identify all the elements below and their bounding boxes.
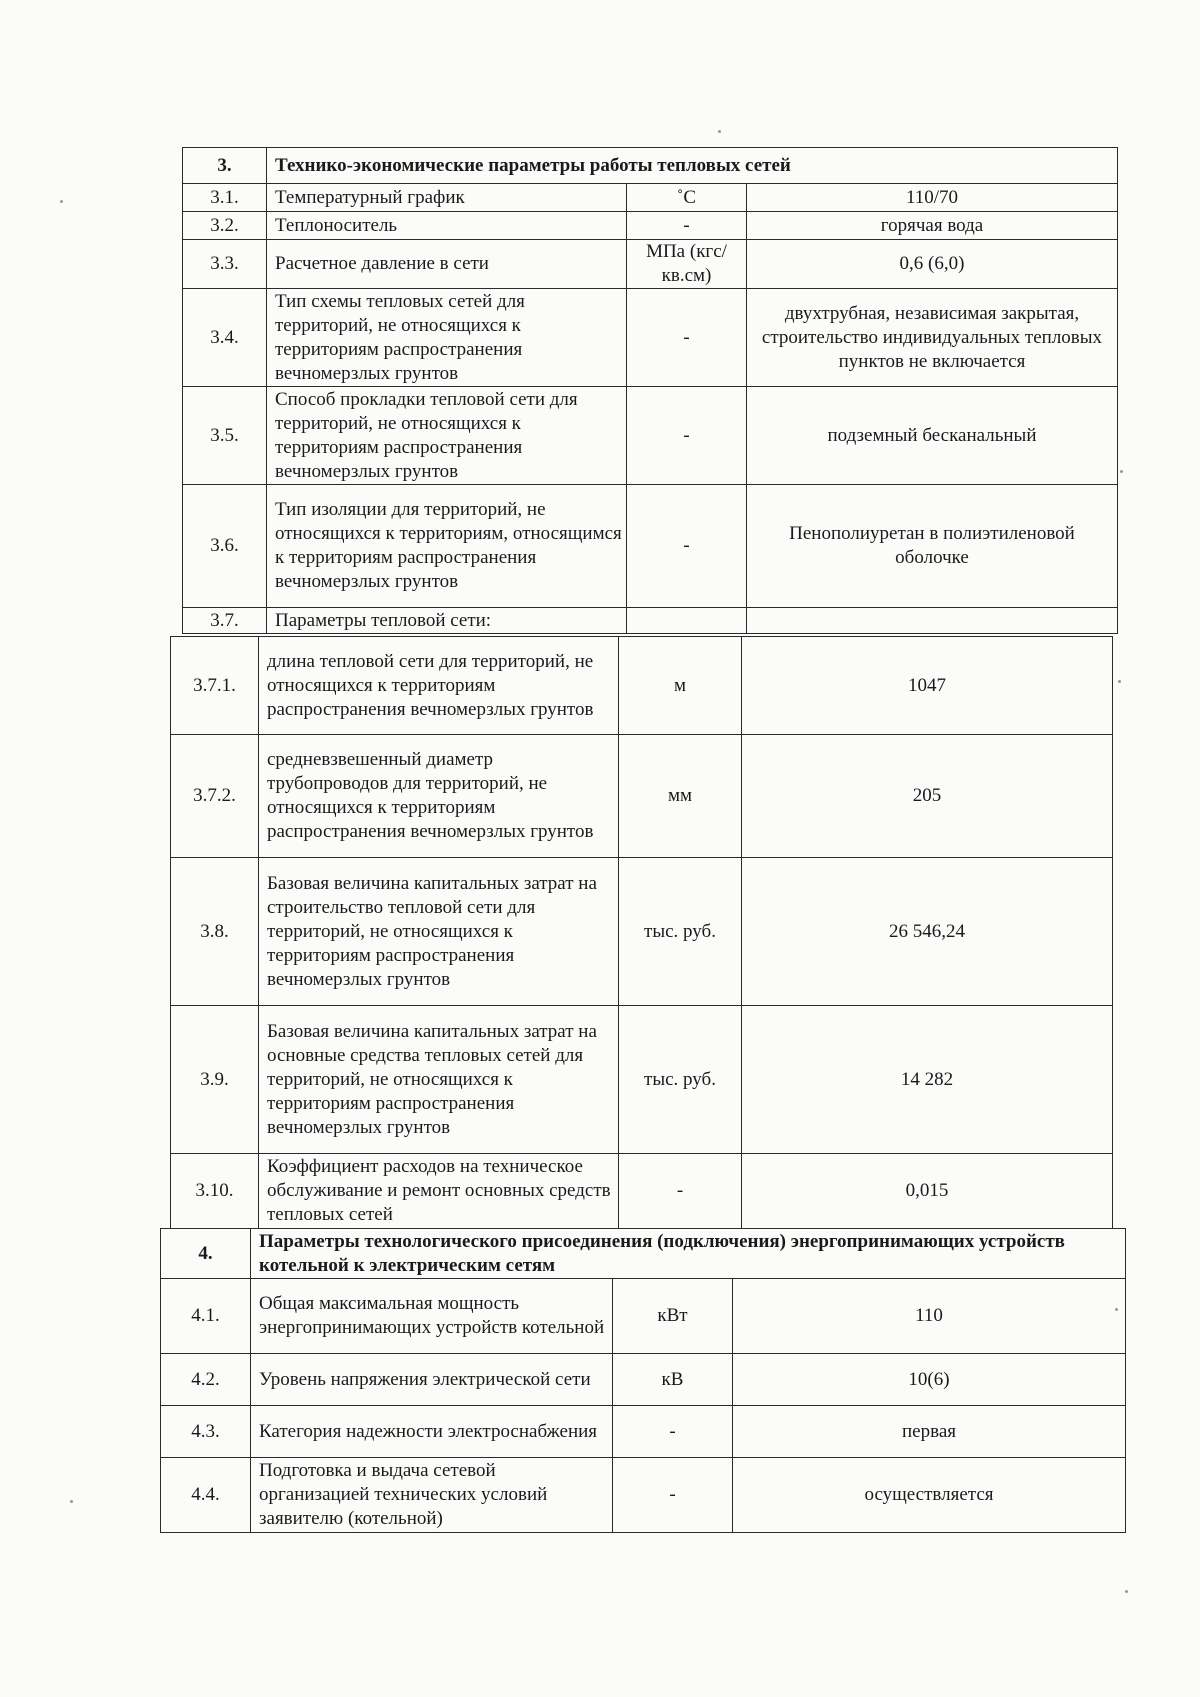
table-row: [183, 387, 1118, 485]
row-unit: ˚С: [627, 184, 747, 212]
section-3-table: [182, 147, 1118, 634]
section-4-header-row: [161, 1229, 1126, 1279]
row-value: 205: [742, 735, 1113, 858]
row-value: 0,015: [742, 1154, 1113, 1229]
row-description: Тип изоляции для территорий, не относящихся к территориям, относящимся к территориям распространения вечномерзлых грунтов: [267, 485, 627, 608]
row-description: Способ прокладки тепловой сети для территорий, не относящихся к территориям распространения вечномерзлых грунтов: [267, 387, 627, 485]
row-value: осуществляется: [733, 1458, 1126, 1533]
table-row: [183, 289, 1118, 387]
row-description: Температурный график: [267, 184, 627, 212]
table-row: [183, 184, 1118, 212]
table-row: [161, 1406, 1126, 1458]
table-row: [183, 240, 1118, 289]
row-value: подземный бесканальный: [747, 387, 1118, 485]
row-unit: тыс. руб.: [619, 1006, 742, 1154]
row-unit: кВ: [613, 1354, 733, 1406]
row-number: 3.1.: [183, 184, 267, 212]
row-number: 4.1.: [161, 1279, 251, 1354]
row-value: первая: [733, 1406, 1126, 1458]
row-value: 110: [733, 1279, 1126, 1354]
row-value: горячая вода: [747, 212, 1118, 240]
row-description: Коэффициент расходов на техническое обслуживание и ремонт основных средств тепловых сетей: [259, 1154, 619, 1229]
row-number: 3.4.: [183, 289, 267, 387]
row-number: 4.4.: [161, 1458, 251, 1533]
table-row: [183, 212, 1118, 240]
row-description: Базовая величина капитальных затрат на основные средства тепловых сетей для территорий, не относящихся к территориям распространения вечномерзлых грунтов: [259, 1006, 619, 1154]
row-description: Подготовка и выдача сетевой организацией технических условий заявителю (котельной): [251, 1458, 613, 1533]
row-value: 1047: [742, 637, 1113, 735]
scan-speck: [60, 200, 63, 203]
row-description: Параметры тепловой сети:: [267, 608, 627, 634]
row-unit: МПа (кгс/кв.см): [627, 240, 747, 289]
row-description: Категория надежности электроснабжения: [251, 1406, 613, 1458]
table-row: [161, 1458, 1126, 1533]
row-number: 3.7.: [183, 608, 267, 634]
row-value: 26 546,24: [742, 858, 1113, 1006]
row-unit: [627, 608, 747, 634]
table-row: [161, 1279, 1126, 1354]
row-unit: -: [627, 387, 747, 485]
row-description: Базовая величина капитальных затрат на строительство тепловой сети для территорий, не относящихся к территориям распространения вечномерзлых грунтов: [259, 858, 619, 1006]
row-value: двухтрубная, независимая закрытая, строительство индивидуальных тепловых пунктов не включается: [747, 289, 1118, 387]
section-3-continued-table: [170, 636, 1113, 1229]
row-number: 3.10.: [171, 1154, 259, 1229]
row-number: 3.8.: [171, 858, 259, 1006]
section-number: 4.: [161, 1229, 251, 1279]
row-description: средневзвешенный диаметр трубопроводов для территорий, не относящихся к территориям распространения вечномерзлых грунтов: [259, 735, 619, 858]
row-number: 3.3.: [183, 240, 267, 289]
scan-speck: [718, 130, 721, 133]
row-unit: мм: [619, 735, 742, 858]
scan-speck: [1118, 680, 1121, 683]
row-description: Тип схемы тепловых сетей для территорий, не относящихся к территориям распространения вечномерзлых грунтов: [267, 289, 627, 387]
table-row: [183, 485, 1118, 608]
table-row: [171, 1006, 1113, 1154]
section-3-header-row: [183, 148, 1118, 184]
row-number: 3.2.: [183, 212, 267, 240]
row-description: Уровень напряжения электрической сети: [251, 1354, 613, 1406]
scan-speck: [1125, 1590, 1128, 1593]
row-number: 4.3.: [161, 1406, 251, 1458]
table-row: [171, 1154, 1113, 1229]
row-value: 110/70: [747, 184, 1118, 212]
row-unit: -: [627, 289, 747, 387]
row-number: 3.7.2.: [171, 735, 259, 858]
scan-speck: [70, 1500, 73, 1503]
scan-speck: [1115, 1308, 1118, 1311]
row-unit: -: [619, 1154, 742, 1229]
row-description: длина тепловой сети для территорий, не относящихся к территориям распространения вечномерзлых грунтов: [259, 637, 619, 735]
row-number: 3.6.: [183, 485, 267, 608]
row-unit: кВт: [613, 1279, 733, 1354]
row-unit: -: [613, 1458, 733, 1533]
row-unit: м: [619, 637, 742, 735]
row-value: 10(6): [733, 1354, 1126, 1406]
table-row: [171, 858, 1113, 1006]
row-value: 14 282: [742, 1006, 1113, 1154]
row-description: Общая максимальная мощность энергопринимающих устройств котельной: [251, 1279, 613, 1354]
row-unit: тыс. руб.: [619, 858, 742, 1006]
table-row: [171, 735, 1113, 858]
section-4-table: [160, 1228, 1126, 1533]
scan-speck: [1120, 470, 1123, 473]
table-row: [161, 1354, 1126, 1406]
row-number: 3.7.1.: [171, 637, 259, 735]
row-number: 4.2.: [161, 1354, 251, 1406]
row-unit: -: [627, 212, 747, 240]
section-title: Параметры технологического присоединения (подключения) энергопринимающих устройств котельной к электрическим сетям: [251, 1229, 1126, 1279]
row-number: 3.9.: [171, 1006, 259, 1154]
row-description: Расчетное давление в сети: [267, 240, 627, 289]
section-title: Технико-экономические параметры работы тепловых сетей: [267, 148, 1118, 184]
row-unit: -: [613, 1406, 733, 1458]
row-unit: -: [627, 485, 747, 608]
row-value: Пенополиуретан в полиэтиленовой оболочке: [747, 485, 1118, 608]
section-number: 3.: [183, 148, 267, 184]
table-row: [171, 637, 1113, 735]
row-number: 3.5.: [183, 387, 267, 485]
row-value: 0,6 (6,0): [747, 240, 1118, 289]
table-row: [183, 608, 1118, 634]
row-value: [747, 608, 1118, 634]
row-description: Теплоноситель: [267, 212, 627, 240]
